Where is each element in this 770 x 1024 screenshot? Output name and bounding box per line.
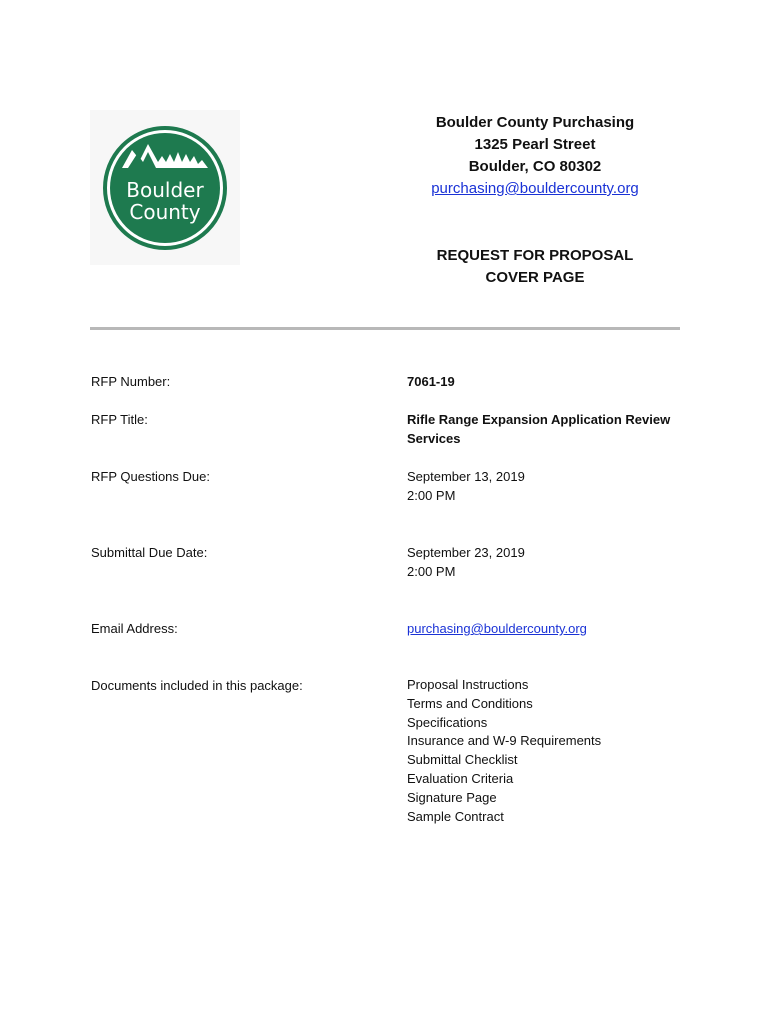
documents-list <box>407 676 707 826</box>
questions-due-value <box>407 467 707 505</box>
document-item: Specifications <box>407 714 488 730</box>
purchasing-address-block <box>400 112 670 200</box>
logo-text-boulder: Boulder <box>126 178 204 202</box>
document-item: Sample Contract <box>407 808 504 824</box>
title-line-2: COVER PAGE <box>485 269 585 286</box>
document-title <box>400 245 670 289</box>
section-divider <box>90 327 680 330</box>
rfp-number-label: RFP Number: <box>91 374 171 389</box>
boulder-county-seal <box>90 110 240 265</box>
submittal-due-time: 2:00 PM <box>407 564 456 579</box>
document-item: Proposal Instructions <box>407 677 529 692</box>
street-address: 1325 Pearl Street <box>474 136 596 153</box>
rfp-number-value: 7061-19 <box>407 374 455 389</box>
submittal-due-label: Submittal Due Date: <box>91 545 208 560</box>
questions-due-time: 2:00 PM <box>407 488 456 503</box>
rfp-title-value: Rifle Range Expansion Application Review Services <box>407 412 671 446</box>
email-address-label: Email Address: <box>91 621 178 636</box>
email-address-value <box>407 619 707 638</box>
rfp-title-label: RFP Title: <box>91 412 148 427</box>
document-item: Terms and Conditions <box>407 695 533 711</box>
documents-label: Documents included in this package: <box>91 678 303 693</box>
questions-due-date: September 13, 2019 <box>407 469 525 484</box>
submittal-due-date: September 23, 2019 <box>407 545 525 560</box>
questions-due-label: RFP Questions Due: <box>91 469 210 484</box>
city-state-zip: Boulder, CO 80302 <box>468 158 602 175</box>
documents-list-container <box>407 676 707 826</box>
title-line-1: REQUEST FOR PROPOSAL <box>436 247 634 264</box>
document-item: Signature Page <box>407 789 497 805</box>
document-item: Evaluation Criteria <box>407 770 514 786</box>
header-email-link[interactable]: purchasing@bouldercounty.org <box>431 180 639 197</box>
document-item: Insurance and W-9 Requirements <box>407 733 602 749</box>
submittal-due-value <box>407 543 707 581</box>
email-address-link[interactable]: purchasing@bouldercounty.org <box>407 621 587 636</box>
logo-text-county: County <box>129 200 201 224</box>
document-item: Submittal Checklist <box>407 752 518 768</box>
boulder-county-logo <box>90 110 240 265</box>
org-name: Boulder County Purchasing <box>435 114 635 131</box>
